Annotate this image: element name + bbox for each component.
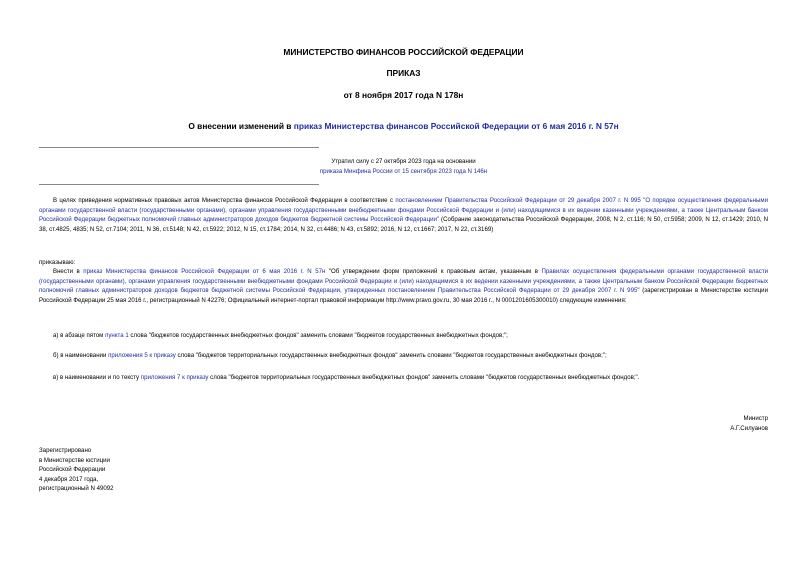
preamble-resolution-link[interactable]: постановлением Правительства Российской Федерации от 29 декабря 2007 г. N 995 "О порядке осуществления федеральными органами государственной власти (государственными органами), органами управления государственными внебюджетными фондами Российской Федерации и (или) находящимися в их ведении казенными учреждениями, а также Центральным банком Российской Федерации бюджетных полномочий главных администраторов доходов бюджетов бюджетной системы Российской Федерации" [39,197,768,224]
body-text-1: Внести в [53,268,84,275]
item-c [39,373,768,383]
registration-line-3: Российской Федерации [39,466,106,473]
item-a-link[interactable]: пункта 1 [105,332,129,339]
registration-line-5: регистрационный N 49092 [39,485,114,492]
body-rules-link[interactable]: Правилах осуществления федеральными органами государственной власти (государственными органами), органами управления государственными внебюджетными фондами Российской Федерации и (или) находящимися в их ведении казенными учреждениями, а также Центральным банком Российской Федерации бюджетных полномочий главных администраторов доходов бюджетов бюджетной системы Российской Федерации, утвержденных постановлением Правительства Российской Федерации от 29 декабря 2007 г. N 995 [39,268,769,295]
title-prefix: О внесении изменений в [188,121,294,131]
item-b [39,351,768,361]
signature-block [730,414,768,433]
registration-block [39,446,114,494]
item-b-link[interactable]: приложения 5 к приказу [108,352,176,359]
item-a-text-1: а) в абзаце пятом [53,332,106,339]
signature-position: Министр [743,415,768,422]
signature-name: А.Г.Силуанов [730,424,768,432]
registration-line-4: 4 декабря 2017 года, [39,475,99,483]
divider-top [39,147,319,148]
item-b-text-1: б) в наименовании [53,352,109,359]
item-a [39,331,768,341]
preamble-paragraph [39,196,768,234]
preamble-text-1: В целях приведения нормативных правовых актов Министерства финансов Российской Федерации в соответствие с [53,197,396,204]
date-number-heading: от 8 ноября 2017 года N 178н [343,90,464,100]
preamble-text-2: (Собрание законодательства Российской Федерации, 2008, N 2, ст.116; N 50, ст.5958; 2009, N 12, ст.1429; 2010, N 38, ст.4825, 4835; N 52, ст.7104; 2011, N 36, ст.5148; N 42, ст.5922; 2012, N 15, ст.1784; 2014, N 32, ст.4486; N 43, ст.5892; 2016, N 12, ст.1667; 2017, N 22, ст.3169) [39,216,768,233]
doc-type-heading: ПРИКАЗ [386,68,421,78]
body-paragraph [39,267,768,305]
body-text-3: " (зарегистрирован в Министерстве юстиции Российской Федерации 25 мая 2016 г., регистрационный N 42276; Официальный интернет-портал правовой информации http://www.pravo.gov.ru, 30 мая 2016 г., N 0001201605300010) следующие изменения: [39,287,768,304]
status-note-link[interactable]: приказа Минфина России от 15 сентября 2023 года N 146н [319,167,488,175]
registration-line-2: в Министерстве юстиции [39,456,110,464]
item-c-text-1: в) в наименовании и по тексту [53,374,141,381]
ministry-heading: МИНИСТЕРСТВО ФИНАНСОВ РОССИЙСКОЙ ФЕДЕРАЦИИ [283,47,524,57]
registration-line-1: Зарегистрировано [39,447,92,454]
item-c-link[interactable]: приложения 7 к приказу [140,374,209,381]
document-title [0,121,807,131]
order-word: приказываю: [39,259,76,266]
title-link[interactable]: приказ Министерства финансов Российской Федерации от 6 мая 2016 г. N 57н [293,121,619,131]
item-c-text-2: слова "бюджетов территориальных государственных внебюджетных фондов" заменить словами "бюджетов государственных внебюджетных фондов;". [208,374,640,381]
divider-bottom [39,184,319,185]
item-a-text-2: слова "бюджетов государственных внебюджетных фондов" заменить словами "бюджетов государственных внебюджетных фондов;"; [128,332,508,339]
body-text-2: "Об утверждении форм приложений к правовым актам, указанным в [325,268,542,275]
status-note-line1: Утратил силу с 27 октября 2023 года на основании [331,158,476,165]
item-b-text-2: слова "бюджетов территориальных государственных внебюджетных фондов" заменить словами "бюджетов государственных внебюджетных фондов;"; [175,352,607,359]
status-note [240,157,567,176]
body-order-link[interactable]: приказ Министерства финансов Российской Федерации от 6 мая 2016 г. N 57н [83,268,326,275]
